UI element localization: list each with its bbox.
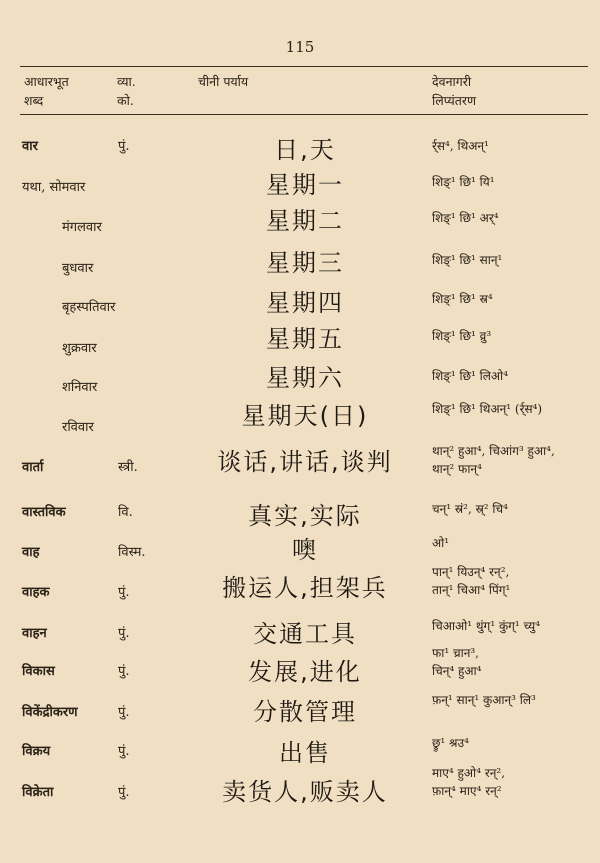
- entry-headword: वाह: [22, 545, 40, 560]
- header-pos-line1: व्या.: [117, 74, 136, 89]
- entry-chinese: 卖货人,贩卖人: [222, 778, 388, 806]
- entry-chinese: 分散管理: [253, 698, 357, 726]
- entry-translit-line2: तान्¹ चिआ⁴ पिंग्¹: [432, 583, 511, 597]
- entry-pos: पुं.: [118, 744, 130, 759]
- entry-transliteration: र्र्स⁴, थिअन्¹: [432, 139, 489, 153]
- entry-headword: वार्ता: [22, 460, 44, 475]
- entry-chinese: 星期一: [266, 171, 344, 199]
- top-rule: [20, 66, 588, 67]
- entry-transliteration: [432, 764, 505, 800]
- entry-pos: स्त्री.: [118, 460, 138, 475]
- entry-pos: पुं.: [118, 664, 130, 679]
- header-rule: [20, 114, 588, 115]
- entry-transliteration: चन्¹ स्रं², स्र्² चि⁴: [432, 502, 508, 516]
- entry-transliteration: फ़न्¹ सान्¹ कुआन्³ लि³: [432, 693, 536, 707]
- entry-pos: वि.: [118, 505, 133, 520]
- entry-translit-line2: चिन्⁴ हुआ⁴: [432, 664, 482, 678]
- entry-pos: विस्म.: [118, 545, 146, 560]
- entry-headword: बुधवार: [62, 261, 94, 276]
- entry-transliteration: ओ¹: [432, 536, 450, 550]
- column-header-pos: [117, 72, 136, 110]
- entry-chinese: 交通工具: [253, 620, 357, 648]
- header-headword-line1: आधारभूत: [24, 74, 69, 89]
- entry-chinese: 星期六: [266, 364, 344, 392]
- entry-headword: रविवार: [62, 420, 94, 435]
- entry-pos: पुं.: [118, 785, 130, 800]
- entry-chinese: 出售: [279, 739, 331, 767]
- entry-transliteration: शिङ्¹ छि¹ थिअन्¹ (र्र्स⁴): [432, 402, 543, 416]
- entry-chinese: 搬运人,担架兵: [222, 574, 388, 602]
- entry-headword: विकास: [22, 664, 55, 679]
- entry-chinese: 星期三: [266, 249, 344, 277]
- entry-headword: मंगलवार: [62, 220, 102, 235]
- entry-chinese: 发展,进化: [248, 658, 362, 686]
- entry-pos: पुं.: [118, 626, 130, 641]
- entry-headword: शुक्रवार: [62, 341, 97, 356]
- entry-transliteration: शिङ्¹ छि¹ यि¹: [432, 175, 495, 189]
- entry-headword: विक्रेता: [22, 785, 54, 800]
- entry-transliteration: [432, 644, 481, 680]
- entry-headword: वास्तविक: [22, 505, 66, 520]
- entry-chinese: 日,天: [274, 136, 336, 164]
- entry-transliteration: शिङ्¹ छि¹ अर्⁴: [432, 211, 499, 225]
- entry-transliteration: चिआओ¹ थुंग्¹ कुंग्¹ च्यु⁴: [432, 619, 541, 633]
- entry-transliteration: शिङ्¹ छि¹ व्रु³: [432, 329, 492, 343]
- entry-chinese: 星期二: [266, 207, 344, 235]
- header-translit-line1: देवनागरी: [432, 74, 472, 89]
- header-pos-line2: को.: [117, 93, 134, 108]
- entry-headword: वाहक: [22, 585, 50, 600]
- header-chinese-line1: चीनी पर्याय: [198, 74, 249, 89]
- entry-headword: वाहन: [22, 626, 47, 641]
- header-headword-line2: शब्द: [24, 93, 44, 108]
- header-translit-line2: लिप्यंतरण: [432, 93, 477, 108]
- entry-headword: वार: [22, 139, 38, 154]
- entry-pos: पुं.: [118, 705, 130, 720]
- entry-chinese: 噢: [292, 536, 318, 564]
- entry-headword: शनिवार: [62, 380, 98, 395]
- entry-transliteration: शिङ्¹ छि¹ लिओ⁴: [432, 369, 509, 383]
- entry-translit-line1: थान्² हुआ⁴, चिआंग³ हुआ⁴,: [432, 444, 555, 458]
- entry-chinese: 星期天(日): [241, 402, 369, 430]
- entry-transliteration: शिङ्¹ छि¹ स्र⁴: [432, 292, 493, 306]
- entry-pos: पुं.: [118, 139, 130, 154]
- entry-pos: पुं.: [118, 585, 130, 600]
- entry-transliteration: शिङ्¹ छि¹ सान्¹: [432, 253, 503, 267]
- entry-chinese: 星期五: [266, 325, 344, 353]
- entry-headword: विक्रय: [22, 744, 51, 759]
- entry-chinese: 谈话,讲话,谈判: [217, 448, 393, 476]
- entry-chinese: 真实,实际: [248, 502, 362, 530]
- entry-translit-line1: माए⁴ हुओ⁴ रन्²,: [432, 766, 506, 780]
- entry-translit-line2: थान्² फान्⁴: [432, 462, 482, 476]
- entry-transliteration: छ्रु¹ श्रउ⁴: [432, 736, 469, 750]
- entry-headword: यथा, सोमवार: [22, 180, 86, 195]
- entry-headword: बृहस्पतिवार: [62, 300, 116, 315]
- entry-chinese: 星期四: [266, 289, 344, 317]
- entry-translit-line1: फा¹ च्रान³,: [432, 646, 479, 660]
- column-header-chinese: [198, 72, 248, 91]
- entry-headword: विकेंद्रीकरण: [22, 705, 78, 720]
- page-number: 115: [285, 38, 315, 56]
- entry-transliteration: [432, 442, 555, 478]
- column-header-headword: [24, 72, 69, 110]
- entry-translit-line2: फ़ान्⁴ माए⁴ रन्²: [432, 784, 502, 798]
- column-header-transliteration: [432, 72, 476, 110]
- entry-translit-line1: पान्¹ यिउन्⁴ रन्²,: [432, 565, 510, 579]
- entry-transliteration: [432, 563, 510, 599]
